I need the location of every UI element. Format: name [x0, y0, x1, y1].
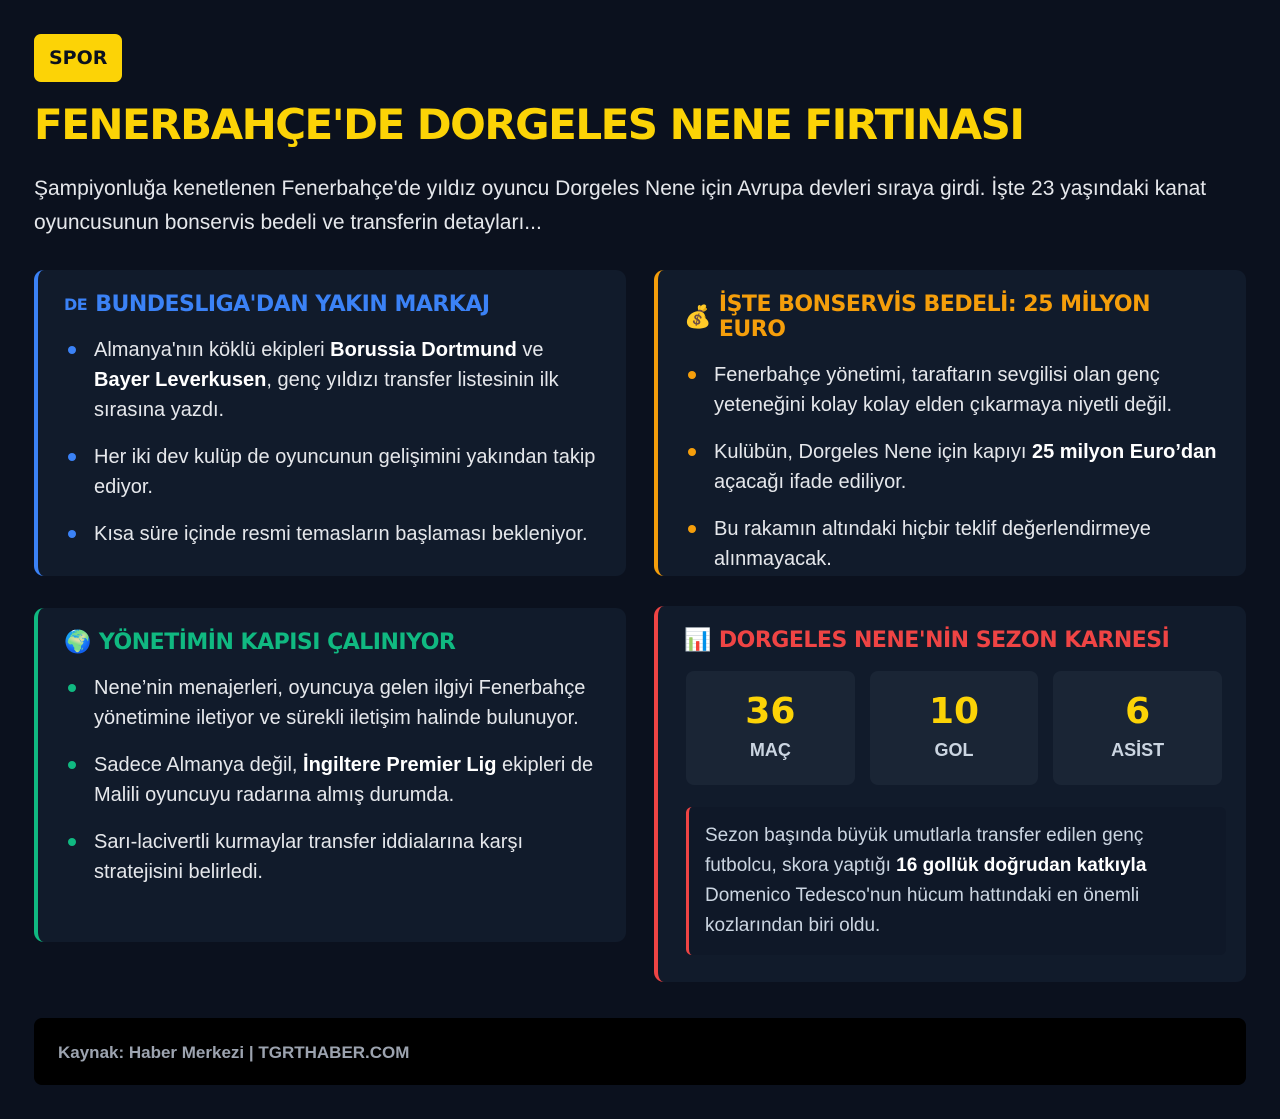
card-title: BUNDESLIGA'DAN YAKIN MARKAJ [95, 292, 490, 317]
card-sezon-karnesi [654, 606, 1246, 982]
germany-flag-icon: DE [64, 295, 88, 314]
bar-chart-icon: 📊 [684, 628, 711, 653]
intro-text: Şampiyonluğa kenetlenen Fenerbahçe'de yıldız oyuncu Dorgeles Nene için Avrupa devleri sıraya girdi. İşte 23 yaşındaki kanat oyuncusunun bonservis bedeli ve transferin detayları... [34, 177, 1207, 234]
stat-assists: 6 ASİST [1053, 671, 1222, 785]
list-item: Fenerbahçe yönetimi, taraftarın sevgilisi olan genç yeteneğini kolay kolay elden çıkarmaya niyetli değil. [684, 360, 1222, 420]
list-item: Nene’nin menajerleri, oyuncuya gelen ilgiyi Fenerbahçe yönetimine iletiyor ve sürekli iletişim halinde bulunuyor. [64, 673, 602, 733]
globe-icon: 🌍 [64, 630, 91, 655]
card-yonetim [34, 608, 626, 942]
card-bundesliga [34, 270, 626, 576]
list-item: Kulübün, Dorgeles Nene için kapıyı 25 milyon Euro’dan açacağı ifade ediliyor. [684, 437, 1222, 497]
list-item: Kısa süre içinde resmi temasların başlaması bekleniyor. [64, 519, 602, 549]
list-item: Her iki dev kulüp de oyuncunun gelişimini yakından takip ediyor. [64, 442, 602, 502]
card-bonservis [654, 270, 1246, 576]
stat-goals: 10 GOL [870, 671, 1039, 785]
list-item: Sarı-lacivertli kurmaylar transfer iddialarına karşı stratejisini belirledi. [64, 827, 602, 887]
category-badge: SPOR [34, 34, 122, 82]
list-item: Sadece Almanya değil, İngiltere Premier Lig ekipleri de Malili oyuncuyu radarına almış durumda. [64, 750, 602, 810]
card-title: İŞTE BONSERVİS BEDELİ: 25 MİLYON EURO [718, 292, 1150, 342]
source-footer: Kaynak: Haber Merkezi | TGRTHABER.COM [34, 1018, 1246, 1085]
list-item: Bu rakamın altındaki hiçbir teklif değerlendirmeye alınmayacak. [684, 514, 1222, 574]
season-note: Sezon başında büyük umutlarla transfer edilen genç futbolcu, skora yaptığı 16 gollük doğrudan katkıyla Domenico Tedesco'nun hücum hattındaki en önemli kozlarından biri oldu. [686, 807, 1226, 955]
card-title: YÖNETİMİN KAPISI ÇALINIYOR [98, 630, 456, 655]
stat-matches: 36 MAÇ [686, 671, 855, 785]
page-title: FENERBAHÇE'DE DORGELES NENE FIRTINASI [34, 100, 1024, 149]
list-item: Almanya'nın köklü ekipleri Borussia Dortmund ve Bayer Leverkusen, genç yıldızı transfer listesinin ilk sırasına yazdı. [64, 335, 602, 425]
money-bag-icon: 💰 [684, 304, 711, 330]
card-title: DORGELES NENE'NİN SEZON KARNESİ [718, 628, 1170, 653]
